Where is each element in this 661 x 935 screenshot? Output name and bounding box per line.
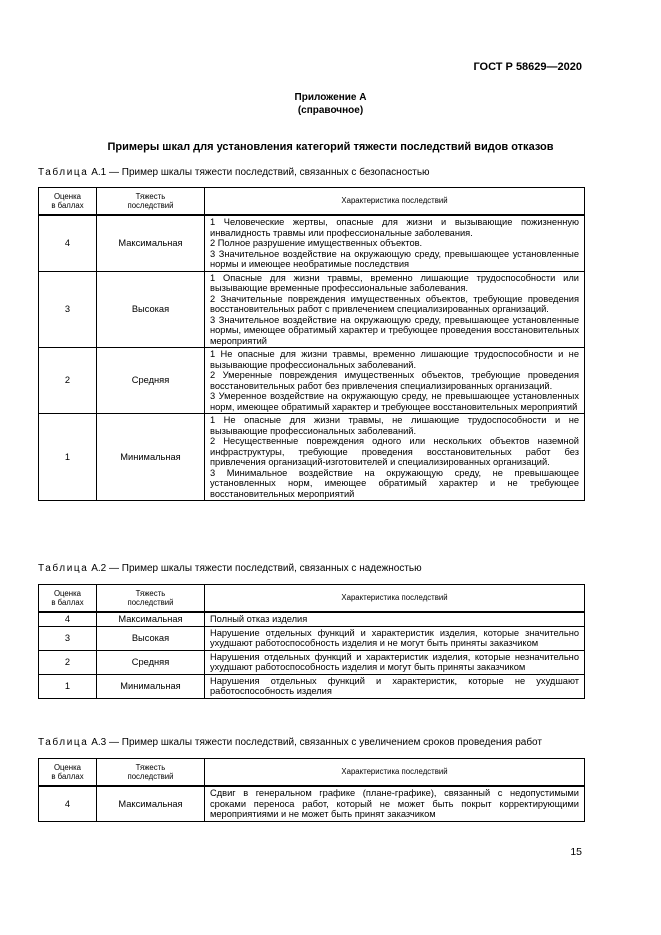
header-severity-line: последствий <box>127 201 174 210</box>
description-cell <box>205 612 585 626</box>
table-row <box>39 674 585 698</box>
description-cell <box>205 414 585 501</box>
header-severity <box>97 585 205 613</box>
table-reliability <box>38 584 585 699</box>
description-line: 2 Значительные повреждения имущественных объектов, требующие проведения восстановительных работ с привлечением специализированных организаций. <box>210 293 579 314</box>
header-score-line: в баллах <box>51 598 84 607</box>
table3-caption-word: Таблица <box>38 737 89 748</box>
table-row <box>39 612 585 626</box>
table3-caption-text: А.3 — Пример шкалы тяжести последствий, связанных с увеличением сроков проведения работ <box>88 737 542 748</box>
standard-header: ГОСТ Р 58629—2020 <box>473 61 582 73</box>
table1-caption-word: Таблица <box>38 167 89 178</box>
score-cell: 1 <box>39 674 97 698</box>
severity-cell: Средняя <box>97 650 205 674</box>
description-line: 1 Человеческие жертвы, опасные для жизни и вызывающие пожизненную инвалидность травмы или профессиональные заболевания. <box>210 217 579 238</box>
score-cell: 4 <box>39 612 97 626</box>
header-score <box>39 585 97 613</box>
header-severity-line: Тяжесть <box>135 191 166 201</box>
table2-caption <box>38 563 422 574</box>
header-score <box>39 188 97 216</box>
appendix-heading <box>0 91 661 117</box>
score-cell: 2 <box>39 650 97 674</box>
description-line: 3 Умеренное воздействие на окружающую среду, не превышающее установленных норм, имеющее обратимый характер и требующее восстановительных мероприятий <box>210 391 579 412</box>
description-line: 2 Умеренные повреждения имущественных объектов, требующие проведения восстановительных работ без привлечения специализированных организаций. <box>210 370 579 391</box>
severity-cell: Максимальная <box>97 612 205 626</box>
description-cell <box>205 348 585 414</box>
header-severity-line: Тяжесть <box>135 762 166 772</box>
header-severity-line: последствий <box>127 772 174 781</box>
score-cell: 4 <box>39 215 97 271</box>
description-line: Полный отказ изделия <box>210 614 308 624</box>
header-score-line: Оценка <box>53 762 81 772</box>
description-line: Сдвиг в генеральном графике (плане-графике), связанный с недопустимыми сроками переноса работ, который не может быть покрыт корректирующими мероприятиями и не может быть принят заказчиком <box>210 788 579 819</box>
description-cell <box>205 271 585 348</box>
table2-caption-text: А.2 — Пример шкалы тяжести последствий, связанных с надежностью <box>88 563 422 574</box>
description-line: 1 Не опасные для жизни травмы, не лишающие трудоспособности и не вызывающие профессиональных заболеваний. <box>210 415 579 436</box>
table-row <box>39 626 585 650</box>
description-cell <box>205 674 585 698</box>
description-line: 1 Не опасные для жизни травмы, временно лишающие трудоспособности и не вызывающие профессиональных заболеваний. <box>210 349 579 370</box>
description-line: 3 Значительное воздействие на окружающую среду, превышающее установленные нормы и имеющее необратимые последствия <box>210 248 579 269</box>
table-header-row <box>39 585 585 613</box>
score-cell: 3 <box>39 271 97 348</box>
table1-caption-text: А.1 — Пример шкалы тяжести последствий, связанных с безопасностью <box>88 167 430 178</box>
header-severity-line: Тяжесть <box>135 588 166 598</box>
header-severity <box>97 188 205 216</box>
description-line: 3 Минимальное воздействие на окружающую среду, не превышающее установленных норм, имеющее обратимый характер и не требующее восстановительных мероприятий <box>210 467 579 499</box>
table-row <box>39 215 585 271</box>
header-description <box>205 759 585 787</box>
description-cell <box>205 215 585 271</box>
header-score-line: Оценка <box>53 191 81 201</box>
score-cell: 3 <box>39 626 97 650</box>
header-description <box>205 585 585 613</box>
table-header-row <box>39 188 585 216</box>
page-title: Примеры шкал для установления категорий тяжести последствий видов отказов <box>107 141 554 153</box>
header-severity <box>97 759 205 787</box>
header-description-line: Характеристика последствий <box>341 593 448 603</box>
description-line: Нарушения отдельных функций и характеристик, которые не ухудшают работоспособность изделия <box>210 675 579 696</box>
header-score-line: в баллах <box>51 772 84 781</box>
table-row <box>39 650 585 674</box>
description-line: Нарушение отдельных функций и характеристик изделия, которые значительно ухудшают работоспособность изделия и не могут быть приняты заказчиком <box>210 627 579 648</box>
header-severity-line: последствий <box>127 598 174 607</box>
appendix-subtitle: (справочное) <box>297 105 364 116</box>
description-cell <box>205 650 585 674</box>
description-line: 2 Несущественные повреждения одного или нескольких объектов наземной инфраструктуры, требующие проведения восстановительных работ без привлечения организаций-изготовителей и специализированных организаций. <box>210 436 579 467</box>
page-number: 15 <box>570 846 582 858</box>
score-cell: 4 <box>39 786 97 821</box>
severity-cell: Максимальная <box>97 786 205 821</box>
description-line: 2 Полное разрушение имущественных объектов. <box>210 238 423 248</box>
header-score-line: Оценка <box>53 588 81 598</box>
header-score-line: в баллах <box>51 201 84 210</box>
table-header-row <box>39 759 585 787</box>
table-row <box>39 414 585 501</box>
score-cell: 2 <box>39 348 97 414</box>
table-row <box>39 271 585 348</box>
severity-cell: Минимальная <box>97 674 205 698</box>
severity-cell: Средняя <box>97 348 205 414</box>
severity-cell: Высокая <box>97 271 205 348</box>
description-cell <box>205 626 585 650</box>
description-cell <box>205 786 585 821</box>
table3-caption <box>38 737 542 748</box>
severity-cell: Минимальная <box>97 414 205 501</box>
description-line: 1 Опасные для жизни травмы, временно лишающие трудоспособности или вызывающие временные профессиональные заболевания. <box>210 272 579 293</box>
table-row <box>39 786 585 821</box>
table-safety <box>38 187 585 501</box>
table2-caption-word: Таблица <box>38 563 89 574</box>
header-description <box>205 188 585 216</box>
score-cell: 1 <box>39 414 97 501</box>
description-line: 3 Значительное воздействие на окружающую среду, превышающее установленные нормы, имеющее обратимый характер и требующее проведения восстановительных мероприятий <box>210 314 579 346</box>
table1-caption <box>38 167 430 178</box>
header-description-line: Характеристика последствий <box>341 196 448 206</box>
severity-cell: Высокая <box>97 626 205 650</box>
header-score <box>39 759 97 787</box>
table-row <box>39 348 585 414</box>
appendix-title: Приложение А <box>294 92 367 103</box>
description-line: Нарушения отдельных функций и характеристик изделия, которые незначительно ухудшают работоспособность изделия и могут быть приняты заказчиком <box>210 651 579 672</box>
severity-cell: Максимальная <box>97 215 205 271</box>
table-schedule <box>38 758 585 822</box>
header-description-line: Характеристика последствий <box>341 767 448 777</box>
